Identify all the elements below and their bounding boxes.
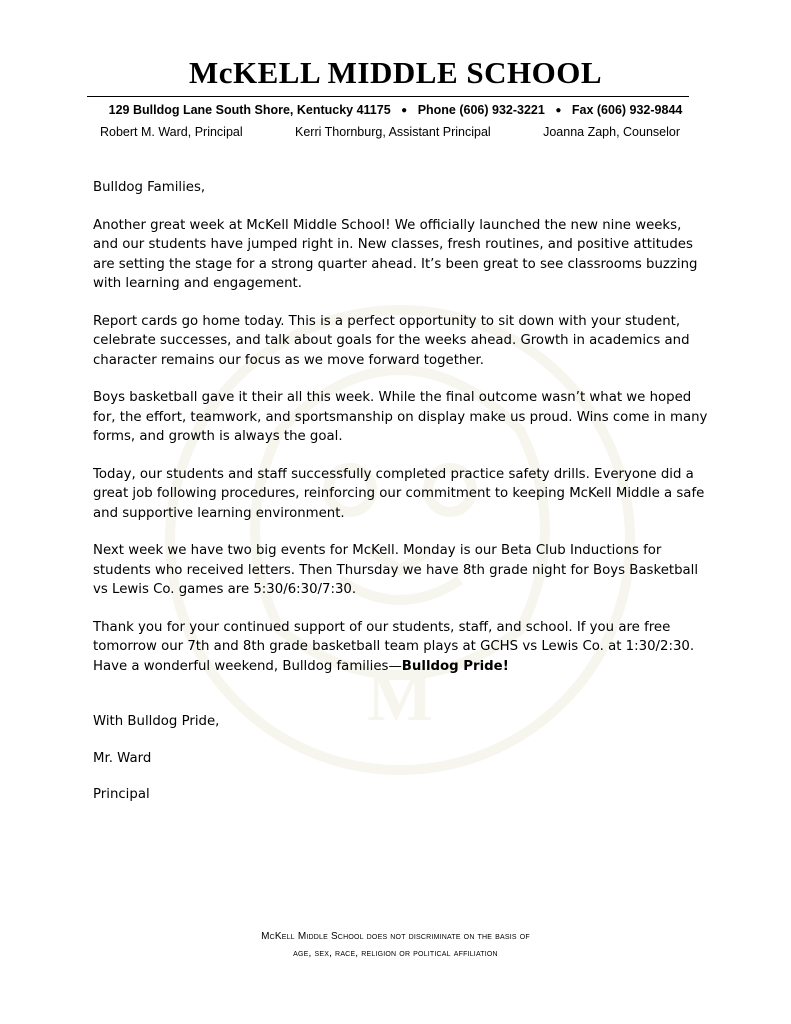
- staff-list: [100, 125, 680, 139]
- letter-paragraph: Boys basketball gave it their all this week. While the final outcome wasn’t what we hoped for, the effort, teamwork, and sportsmanship on display make us proud. Wins come in many forms, and growth is always the goal.: [93, 390, 708, 444]
- contact-line: [0, 103, 791, 117]
- closing-line: [93, 657, 708, 677]
- letter-body: [93, 178, 708, 822]
- closing-line-emphasis: Bulldog Pride!: [401, 658, 509, 674]
- staff-assistant-principal: Kerri Thornburg, Assistant Principal: [295, 125, 491, 139]
- signer-name: Mr. Ward: [93, 750, 152, 766]
- bullet-separator: ●: [555, 105, 562, 116]
- signer-title: Principal: [93, 787, 150, 802]
- school-name: McKELL MIDDLE SCHOOL: [188, 55, 603, 90]
- footer-line: age, sex, race, religion or political affiliation: [293, 948, 498, 959]
- letter-paragraph: Another great week at McKell Middle School! We officially launched the new nine weeks, and our students have jumped right in. New classes, fresh routines, and positive attitudes are setting the stage for a strong quarter ahead. It’s been great to see classrooms buzzing with learning and engagement.: [93, 217, 698, 291]
- nondiscrimination-footer: [0, 928, 791, 962]
- letter-signoff: With Bulldog Pride,: [93, 714, 220, 729]
- letter-greeting: Bulldog Families,: [93, 180, 206, 195]
- spacer: [93, 694, 708, 712]
- staff-counselor: Joanna Zaph, Counselor: [543, 125, 680, 139]
- letter-paragraph: Next week we have two big events for McKell. Monday is our Beta Club Inductions for students who received letters. Then Thursday we have 8th grade night for Boys Basketball vs Lewis Co. games are 5:30/6:30/7:30.: [93, 543, 699, 597]
- school-fax: Fax (606) 932-9844: [571, 103, 683, 117]
- letter-paragraph: Today, our students and staff successfully completed practice safety drills. Everyone did a great job following procedures, reinforcing our commitment to keeping McKell Middle a safe and supportive learning environment.: [93, 466, 705, 521]
- header-divider: [87, 96, 689, 97]
- bullet-separator: ●: [401, 105, 408, 116]
- closing-line-text: Have a wonderful weekend, Bulldog families—: [93, 658, 402, 674]
- letter-paragraph: Thank you for your continued support of our students, staff, and school. If you are free tomorrow our 7th and 8th grade basketball team plays at GCHS vs Lewis Co. at 1:30/2:30.: [93, 619, 695, 654]
- svg-text:M: M: [366, 659, 434, 736]
- footer-line: McKell Middle School does not discriminate on the basis of: [261, 931, 530, 942]
- school-phone: Phone (606) 932-3221: [417, 103, 545, 117]
- school-address: 129 Bulldog Lane South Shore, Kentucky 41175: [108, 103, 391, 117]
- staff-principal: Robert M. Ward, Principal: [100, 125, 243, 139]
- letter-paragraph: Report cards go home today. This is a perfect opportunity to sit down with your student, celebrate successes, and talk about goals for the weeks ahead. Growth in academics and character remains our focus as we move forward together.: [93, 313, 690, 368]
